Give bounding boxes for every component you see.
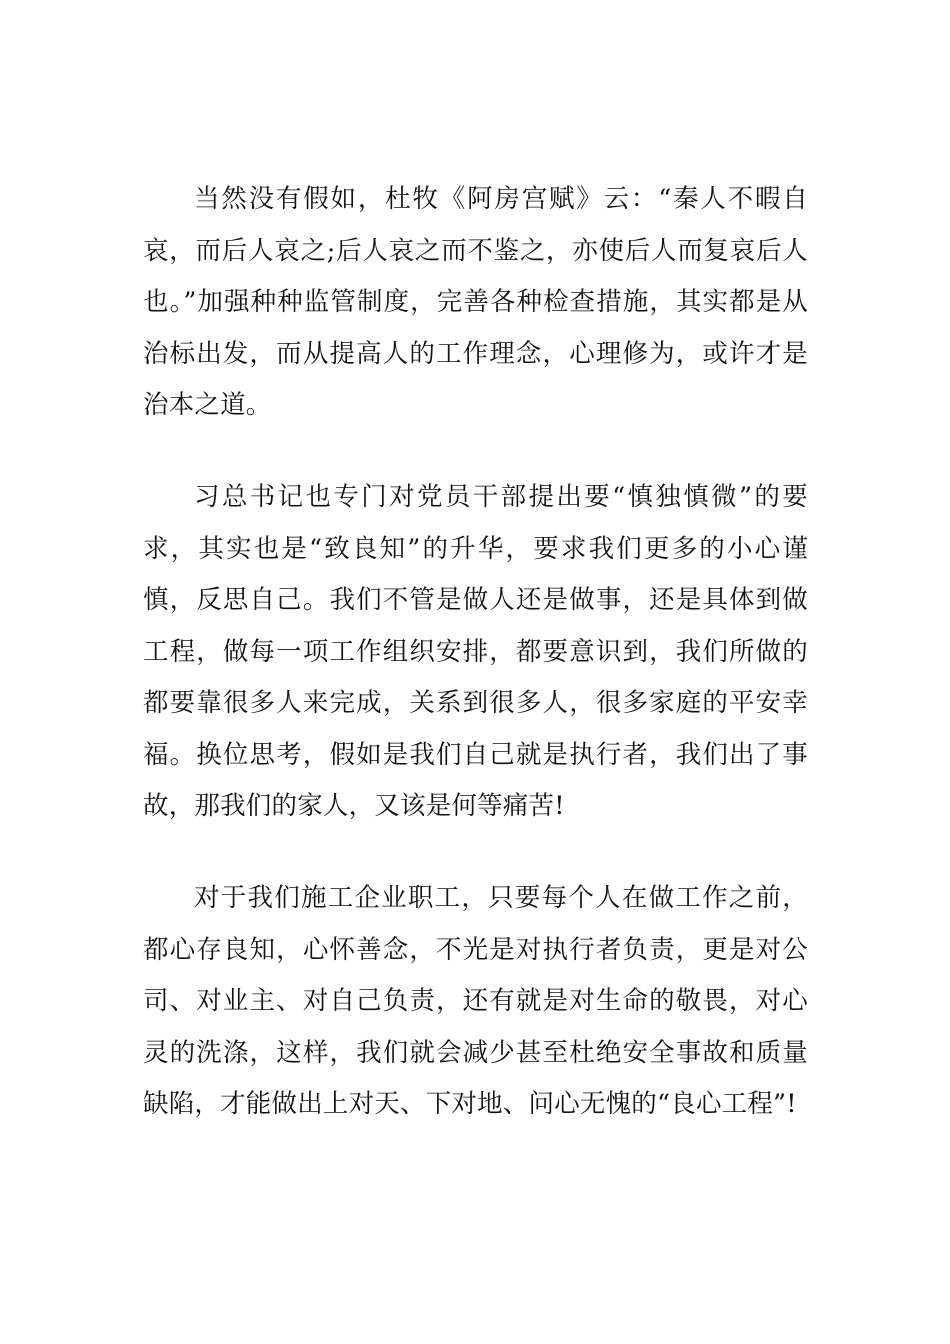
paragraph-1: 当然没有假如，杜牧《阿房宫赋》云：“秦人不暇自哀，而后人哀之;后人哀之而不鉴之，亦使后人而复哀后人也。”加强种种监管制度，完善各种检查措施，其实都是从治标出发，而从提高人的工作理念，心理修为，或许才是治本之道。 xyxy=(143,184,808,420)
paragraph-2: 习总书记也专门对党员干部提出要“慎独慎微”的要求，其实也是“致良知”的升华，要求我们更多的小心谨慎，反思自己。我们不管是做人还是做事，还是具体到做工程，做每一项工作组织安排，都要意识到，我们所做的都要靠很多人来完成，关系到很多人，很多家庭的平安幸福。换位思考，假如是我们自己就是执行者，我们出了事故，那我们的家人，又该是何等痛苦! xyxy=(143,482,808,821)
paragraph-3: 对于我们施工企业职工，只要每个人在做工作之前，都心存良知，心怀善念，不光是对执行者负责，更是对公司、对业主、对自己负责，还有就是对生命的敬畏，对心灵的洗涤，这样，我们就会减少甚至杜绝安全事故和质量缺陷，才能做出上对天、下对地、问心无愧的“良心工程”! xyxy=(143,883,808,1119)
